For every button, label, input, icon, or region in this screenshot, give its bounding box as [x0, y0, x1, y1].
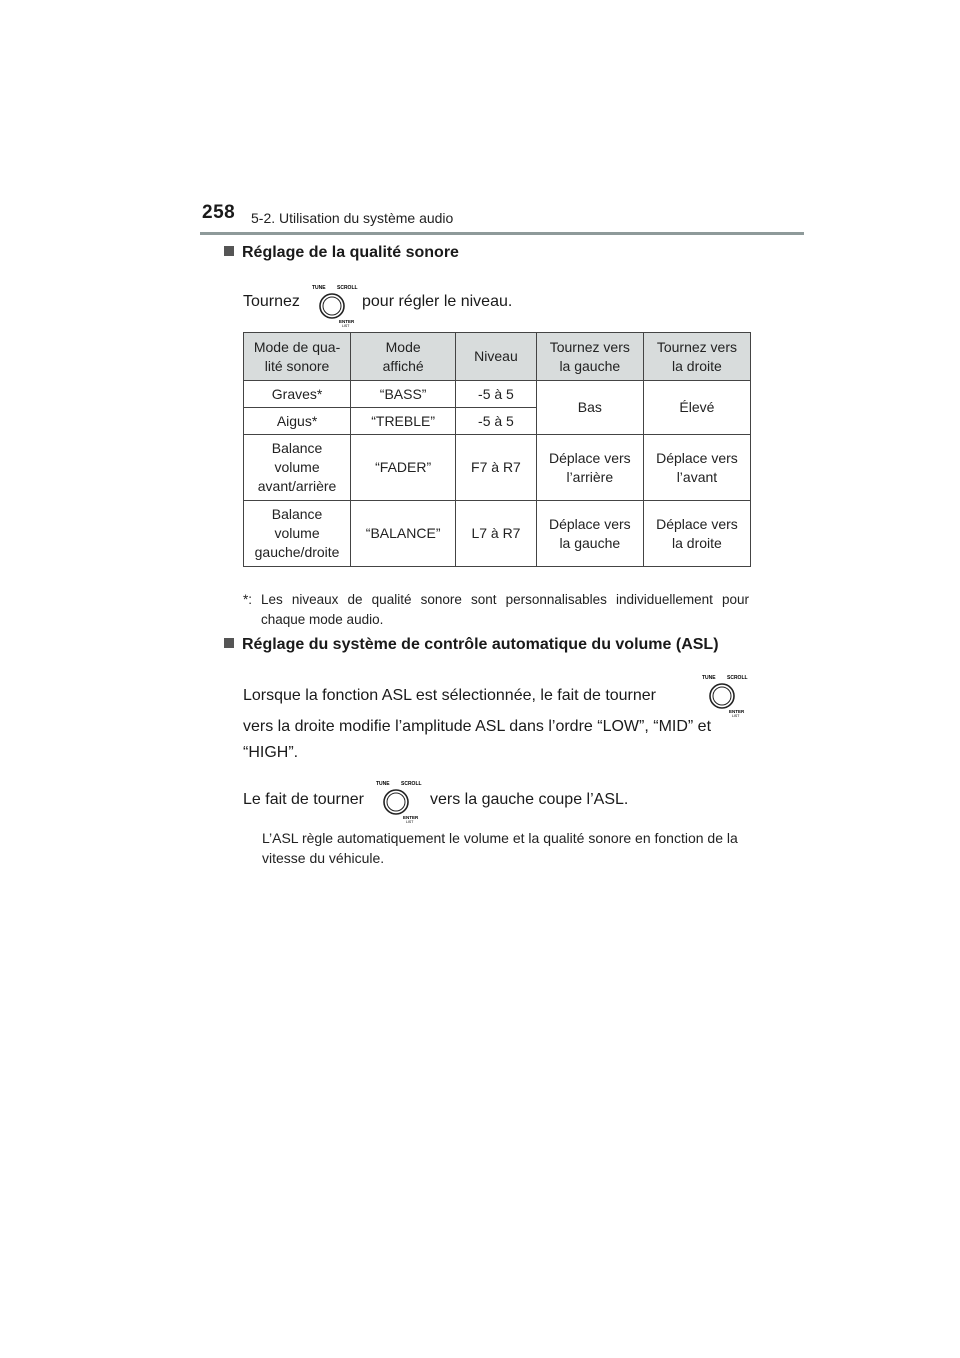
section-heading-text: Réglage de la qualité sonore	[242, 244, 459, 261]
square-bullet-icon	[224, 246, 234, 256]
table-cell	[244, 501, 351, 567]
asl-line-4-before: Le fait de tourner	[243, 791, 364, 808]
header-right-line2: la droite	[672, 357, 722, 374]
header-mode-line2: lité sonore	[264, 357, 330, 374]
table-header	[351, 333, 456, 381]
table-cell-merged: Bas	[536, 381, 643, 435]
asl-line-2: vers la droite modifie l’amplitude ASL dans l’ordre “LOW”, “MID” et	[243, 718, 712, 735]
square-bullet-icon	[224, 638, 234, 648]
cell-line: Balance	[271, 440, 323, 456]
table-row	[244, 501, 751, 567]
knob-label-scroll: SCROLL	[401, 781, 422, 787]
intro-after: pour régler le niveau.	[362, 293, 513, 310]
section-heading-asl	[224, 636, 719, 654]
cell-line: la droite	[672, 534, 722, 551]
footnote-text: Les niveaux de qualité sonore sont personnalisables individuellement pour chaque mode audio.	[261, 592, 749, 627]
table-row	[244, 381, 751, 408]
table-cell	[643, 501, 750, 567]
asl-note: L’ASL règle automatiquement le volume et la qualité sonore en fonction de la vitesse du véhicule.	[262, 830, 738, 866]
intro-before: Tournez	[243, 293, 300, 310]
table-cell: “FADER”	[351, 435, 456, 501]
table-cell: “BASS”	[351, 381, 456, 408]
page-number: 258	[202, 202, 236, 223]
table-cell: -5 à 5	[456, 381, 537, 408]
table-cell	[536, 501, 643, 567]
knob-label-scroll: SCROLL	[727, 675, 748, 681]
cell-line: Déplace vers	[656, 515, 738, 532]
table-cell-merged: Élevé	[643, 381, 750, 435]
table-cell: “TREBLE”	[351, 408, 456, 435]
asl-line-3: “HIGH”.	[243, 744, 299, 761]
cell-line: volume	[274, 459, 320, 475]
tune-scroll-knob-icon	[374, 778, 422, 824]
knob-label-tune: TUNE	[312, 285, 326, 291]
knob-label-list: LIST	[342, 324, 350, 328]
cell-line: Déplace vers	[548, 449, 631, 466]
asl-line-1: Lorsque la fonction ASL est sélectionnée, le fait de tourner	[243, 687, 657, 704]
section-heading-sound-quality	[224, 244, 459, 262]
knob-label-list: LIST	[732, 714, 740, 718]
knob-label-enter: ENTER	[729, 709, 745, 714]
table-row	[244, 435, 751, 501]
cell-line: la gauche	[559, 534, 621, 551]
table-cell	[643, 435, 750, 501]
footnote-marker: *:	[243, 592, 253, 607]
header-display-line1: Mode	[385, 338, 421, 355]
header-right-line1: Tournez vers	[656, 338, 737, 355]
cell-line: volume	[274, 525, 320, 541]
header-mode-line1: Mode de qua-	[253, 338, 341, 355]
table-cell: “BALANCE”	[351, 501, 456, 567]
knob-label-tune: TUNE	[376, 781, 390, 787]
intro-text	[243, 293, 300, 311]
table-cell	[244, 435, 351, 501]
table-header	[244, 333, 351, 381]
knob-label-enter: ENTER	[403, 815, 419, 820]
asl-line-4-after: vers la gauche coupe l’ASL.	[430, 791, 629, 808]
knob-label-list: LIST	[406, 820, 414, 824]
header-left-line1: Tournez vers	[549, 338, 630, 355]
table-cell: F7 à R7	[456, 435, 537, 501]
table-cell: L7 à R7	[456, 501, 537, 567]
cell-line: Déplace vers	[656, 449, 738, 466]
knob-label-tune: TUNE	[702, 675, 716, 681]
cell-line: Balance	[271, 506, 323, 522]
cell-line: l’arrière	[566, 468, 614, 485]
table-cell	[536, 435, 643, 501]
section-heading-text: Réglage du système de contrôle automatique du volume (ASL)	[242, 636, 719, 653]
knob-label-scroll: SCROLL	[337, 285, 358, 291]
table-header	[536, 333, 643, 381]
table-cell: Graves*	[244, 381, 351, 408]
header-divider	[200, 232, 804, 235]
chapter-title: 5-2. Utilisation du système audio	[251, 210, 454, 226]
table-header-row	[244, 333, 751, 381]
footnote	[243, 590, 749, 630]
cell-line: l’avant	[676, 468, 718, 485]
cell-line: gauche/droite	[254, 544, 340, 560]
sound-quality-table	[243, 332, 751, 567]
tune-scroll-knob-icon	[310, 282, 358, 328]
cell-line: avant/arrière	[257, 478, 337, 494]
table-header	[643, 333, 750, 381]
header-display-line2: affiché	[382, 357, 424, 374]
table-cell: -5 à 5	[456, 408, 537, 435]
tune-scroll-knob-icon	[700, 672, 748, 718]
header-left-line2: la gauche	[559, 357, 621, 374]
table-header: Niveau	[456, 333, 537, 381]
knob-label-enter: ENTER	[339, 319, 355, 324]
table-cell: Aigus*	[244, 408, 351, 435]
cell-line: Déplace vers	[548, 515, 631, 532]
